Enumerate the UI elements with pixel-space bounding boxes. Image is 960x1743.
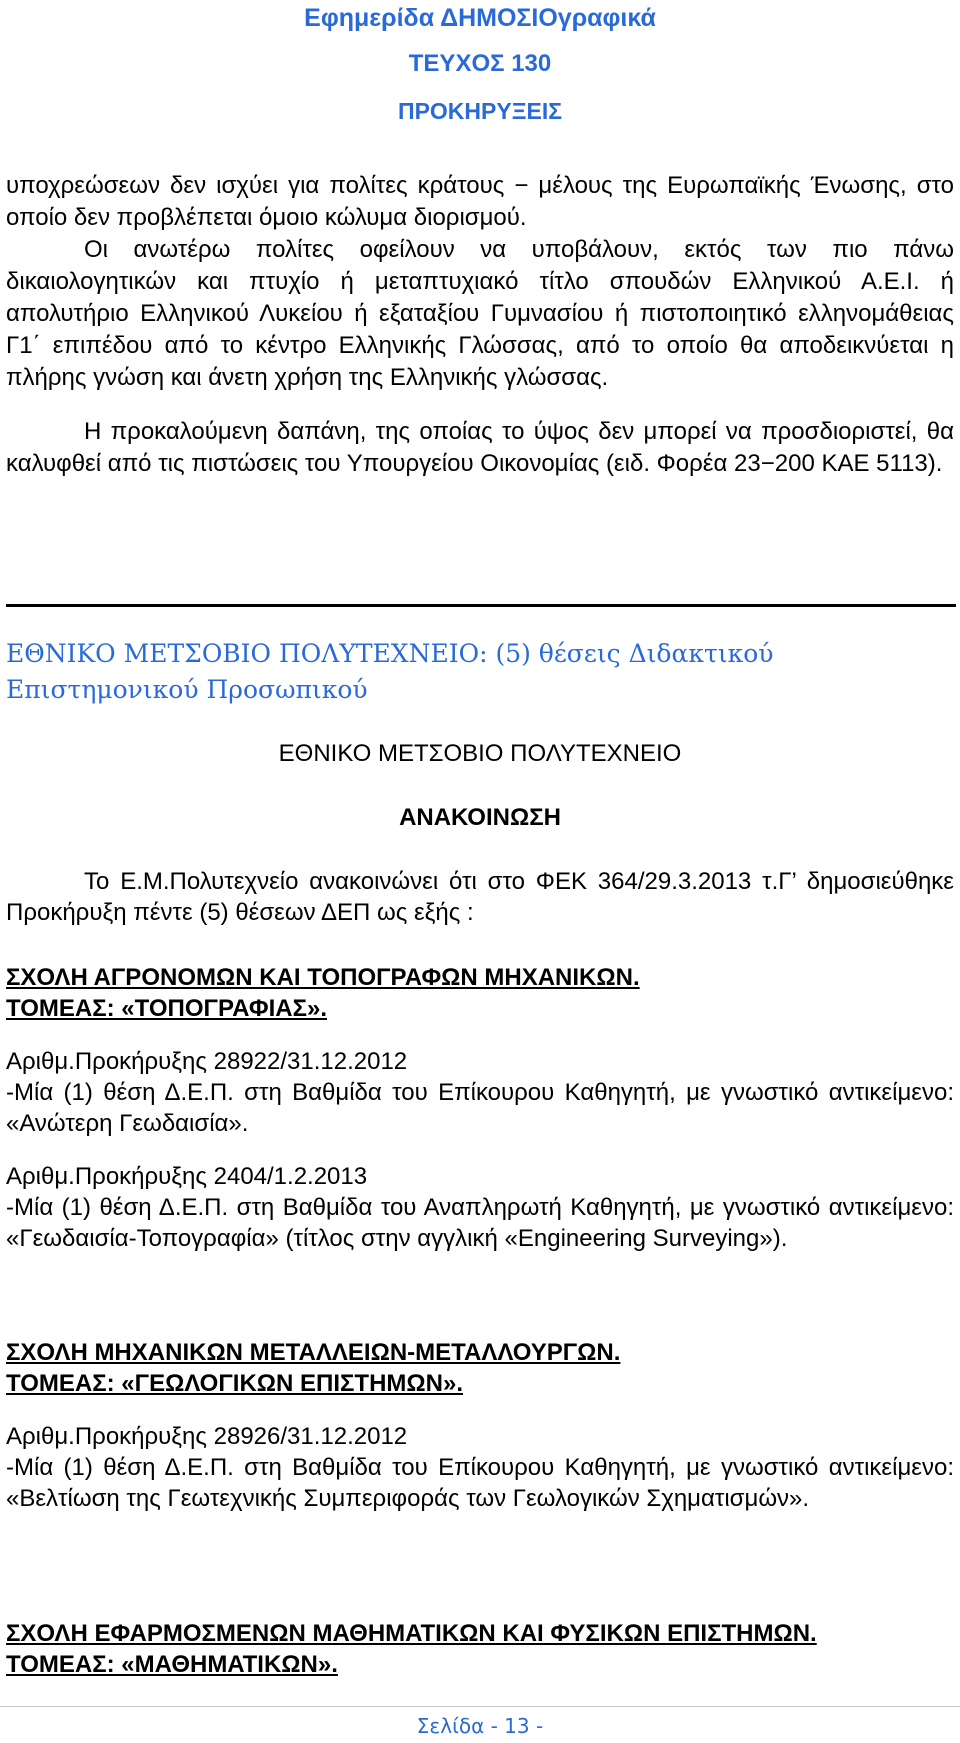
page-number: Σελίδα - 13 - <box>416 1714 544 1738</box>
proclamation-ref: Αριθμ.Προκήρυξης 28922/31.12.2012 <box>6 1048 408 1075</box>
organization-name: ΕΘΝΙΚΟ ΜΕΤΣΟΒΙΟ ΠΟΛΥΤΕΧΝΕΙΟ <box>278 740 682 767</box>
school-block-3 <box>6 1618 954 1680</box>
newspaper-title: Εφημερίδα ΔΗΜΟΣΙΟγραφικά <box>304 4 656 32</box>
footer-divider <box>0 1706 960 1707</box>
sector-name: ΤΟΜΕΑΣ: «ΜΑΘΗΜΑΤΙΚΩΝ». <box>6 1651 338 1678</box>
sector-name: ΤΟΜΕΑΣ: «ΤΟΠΟΓΡΑΦΙΑΣ». <box>6 995 327 1022</box>
intro-text <box>6 170 954 480</box>
position-description: -Μία (1) θέση Δ.Ε.Π. στη Βαθμίδα του Επίκουρου Καθηγητή, με γνωστικό αντικείμενο: «Βελτίωση της Γεωτεχνικής Συμπεριφοράς των Γεωλογικών Σχηματισμών». <box>6 1454 954 1512</box>
intro-paragraph-2: Οι ανωτέρω πολίτες οφείλουν να υποβάλουν, εκτός των πιο πάνω δικαιολογητικών και πτυχίο ή μεταπτυχιακό τίτλο σπουδών Ελληνικού Α.Ε.Ι. ή απολυτήριο Ελληνικού Λυκείου ή εξαταξίου Γυμνασίου ή πιστοποιητικό ελληνομάθειας Γ1΄ επιπέδου από το κέντρο Ελληνικής Γλώσσας, από το οποίο θα αποδεικνύεται η πλήρης γνώση και άνετη χρήση της Ελληνικής γλώσσας. <box>6 236 954 391</box>
intro-paragraph-1: υποχρεώσεων δεν ισχύει για πολίτες κράτους − μέλους της Ευρωπαϊκής Ένωσης, στο οποίο δεν προβλέπεται όμοιο κώλυμα διορισμού. <box>6 172 954 231</box>
proclamation-ref: Αριθμ.Προκήρυξης 28926/31.12.2012 <box>6 1423 408 1450</box>
school-block-1 <box>6 962 954 1254</box>
announcement-lead: Το Ε.Μ.Πολυτεχνείο ανακοινώνει ότι στο ΦΕΚ 364/29.3.2013 τ.Γ’ δημοσιεύθηκε Προκήρυξη πέντε (5) θέσεων ΔΕΠ ως εξής : <box>6 868 954 926</box>
school-block-2 <box>6 1337 954 1514</box>
section-label: ΠΡΟΚΗΡΥΞΕΙΣ <box>397 98 563 124</box>
position-description: -Μία (1) θέση Δ.Ε.Π. στη Βαθμίδα του Επίκουρου Καθηγητή, με γνωστικό αντικείμενο: «Ανώτερη Γεωδαισία». <box>6 1079 954 1137</box>
sector-name: ΤΟΜΕΑΣ: «ΓΕΩΛΟΓΙΚΩΝ ΕΠΙΣΤΗΜΩΝ». <box>6 1370 463 1397</box>
section-divider <box>6 604 956 607</box>
school-name: ΣΧΟΛΗ ΜΗΧΑΝΙΚΩΝ ΜΕΤΑΛΛΕΙΩΝ-ΜΕΤΑΛΛΟΥΡΓΩΝ. <box>6 1339 621 1366</box>
intro-paragraph-3: Η προκαλούμενη δαπάνη, της οποίας το ύψος δεν μπορεί να προσδιοριστεί, θα καλυφθεί από τις πιστώσεις του Υπουργείου Οικονομίας (ειδ. Φορέα 23−200 ΚΑΕ 5113). <box>6 418 954 477</box>
announcement-label: ΑΝΑΚΟΙΝΩΣΗ <box>399 804 561 831</box>
position-description: -Μία (1) θέση Δ.Ε.Π. στη Βαθμίδα του Αναπληρωτή Καθηγητή, με γνωστικό αντικείμενο: «Γεωδαισία-Τοπογραφία» (τίτλος στην αγγλική «Engineering Surveying»). <box>6 1194 954 1252</box>
school-name: ΣΧΟΛΗ ΕΦΑΡΜΟΣΜΕΝΩΝ ΜΑΘΗΜΑΤΙΚΩΝ ΚΑΙ ΦΥΣΙΚΩΝ ΕΠΙΣΤΗΜΩΝ. <box>6 1620 817 1647</box>
issue-number: ΤΕΥΧΟΣ 130 <box>408 50 552 77</box>
proclamation-ref: Αριθμ.Προκήρυξης 2404/1.2.2013 <box>6 1163 368 1190</box>
school-name: ΣΧΟΛΗ ΑΓΡΟΝΟΜΩΝ ΚΑΙ ΤΟΠΟΓΡΑΦΩΝ ΜΗΧΑΝΙΚΩΝ. <box>6 964 640 991</box>
announcement-heading: ΕΘΝΙΚΟ ΜΕΤΣΟΒΙΟ ΠΟΛΥΤΕΧΝΕΙΟ: (5) θέσεις Διδακτικού Επιστημονικού Προσωπικού <box>6 639 774 704</box>
